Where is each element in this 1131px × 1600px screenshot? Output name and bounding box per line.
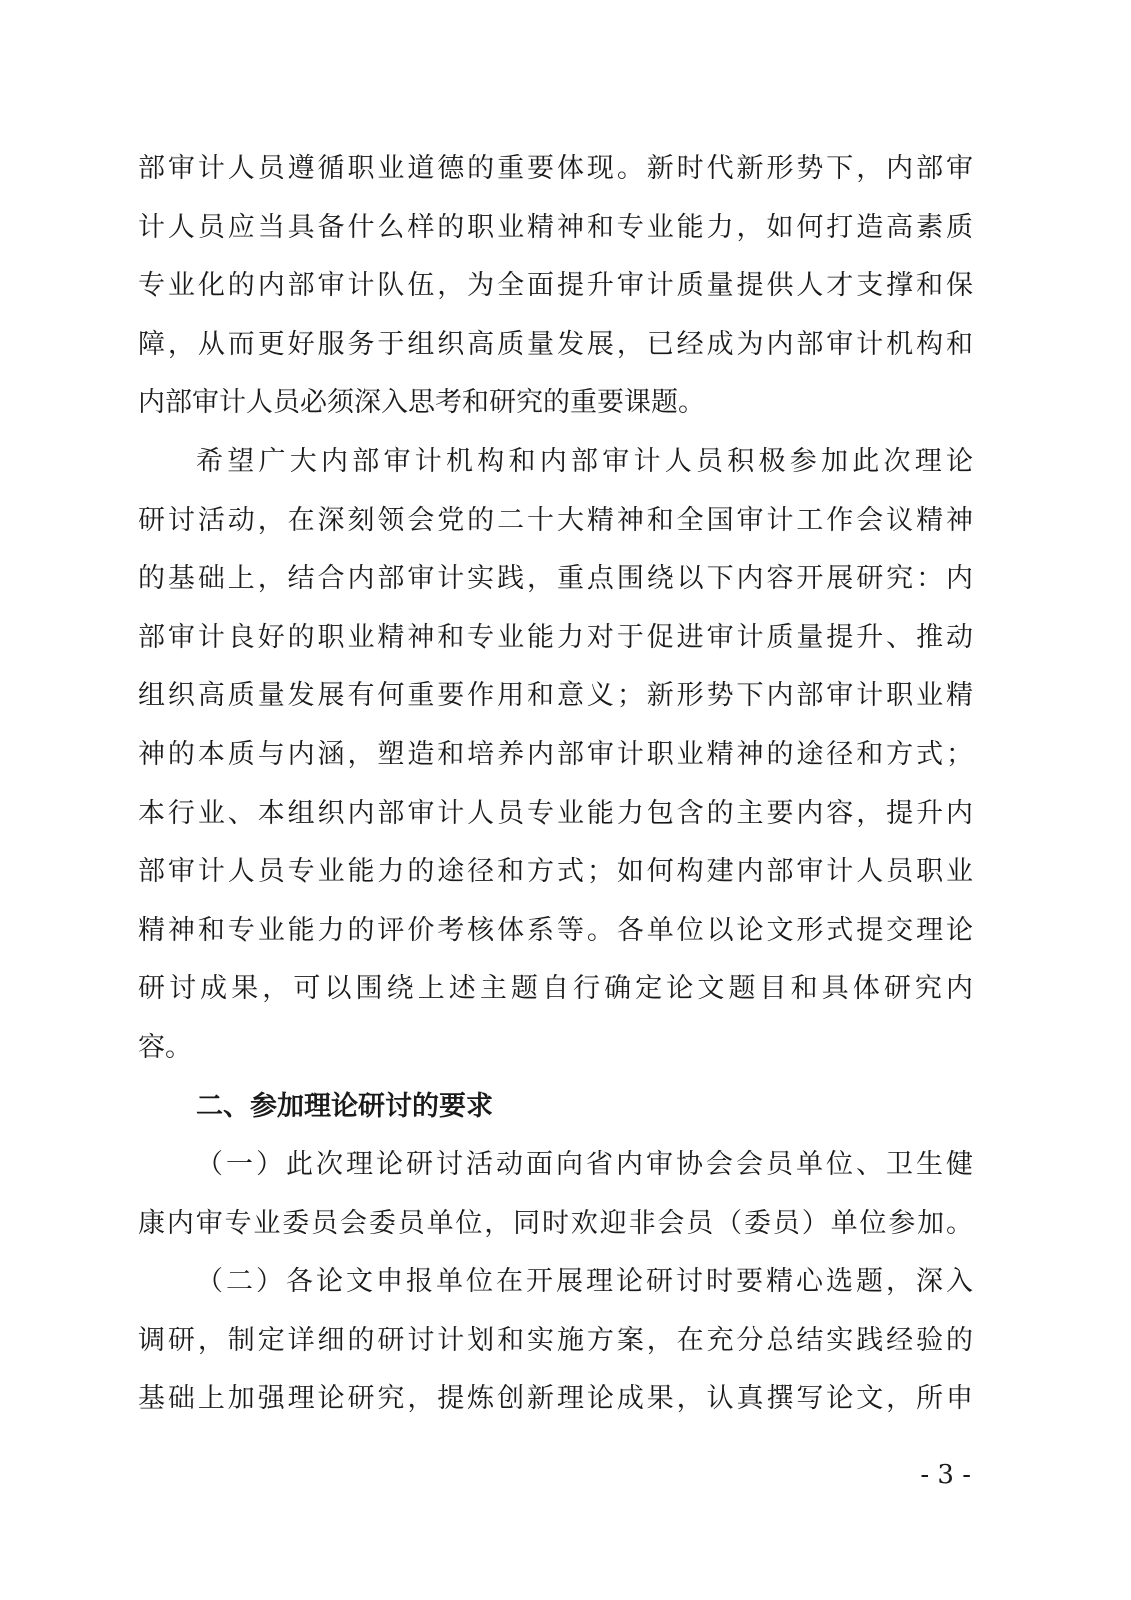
text-line: 本行业、本组织内部审计人员专业能力包含的主要内容，提升内: [138, 797, 973, 829]
text-line: 容。: [138, 1031, 192, 1063]
text-line: 专业化的内部审计队伍，为全面提升审计质量提供人才支撑和保: [138, 270, 973, 302]
text-line: 研讨成果，可以围绕上述主题自行确定论文题目和具体研究内: [138, 973, 973, 1005]
text-line: 精神和专业能力的评价考核体系等。各单位以论文形式提交理论: [138, 914, 973, 946]
text-line: 神的本质与内涵，塑造和培养内部审计职业精神的途径和方式；: [138, 738, 973, 770]
text-line: 调研，制定详细的研讨计划和实施方案，在充分总结实践经验的: [138, 1324, 973, 1356]
paragraph-first-line: （一）此次理论研讨活动面向省内审协会会员单位、卫生健: [196, 1149, 973, 1181]
text-line: 组织高质量发展有何重要作用和意义；新形势下内部审计职业精: [138, 680, 973, 712]
section-heading: 二、参加理论研讨的要求: [196, 1090, 493, 1122]
page-number: - 3 -: [920, 1460, 971, 1490]
text-line: 障，从而更好服务于组织高质量发展，已经成为内部审计机构和: [138, 328, 973, 360]
paragraph-first-line: （二）各论文申报单位在开展理论研讨时要精心选题，深入: [196, 1266, 973, 1298]
body-text: [138, 140, 973, 1429]
text-line: 康内审专业委员会委员单位，同时欢迎非会员（委员）单位参加。: [138, 1207, 973, 1239]
text-line: 部审计人员专业能力的途径和方式；如何构建内部审计人员职业: [138, 856, 973, 888]
text-line: 内部审计人员必须深入思考和研究的重要课题。: [138, 387, 705, 419]
text-line: 基础上加强理论研究，提炼创新理论成果，认真撰写论文，所申: [138, 1383, 973, 1415]
text-line: 部审计良好的职业精神和专业能力对于促进审计质量提升、推动: [138, 621, 973, 653]
text-line: 计人员应当具备什么样的职业精神和专业能力，如何打造高素质: [138, 211, 973, 243]
text-line: 研讨活动，在深刻领会党的二十大精神和全国审计工作会议精神: [138, 504, 973, 536]
text-line: 部审计人员遵循职业道德的重要体现。新时代新形势下，内部审: [138, 153, 973, 184]
text-line: 的基础上，结合内部审计实践，重点围绕以下内容开展研究：内: [138, 563, 973, 595]
paragraph-first-line: 希望广大内部审计机构和内部审计人员积极参加此次理论: [196, 445, 973, 477]
